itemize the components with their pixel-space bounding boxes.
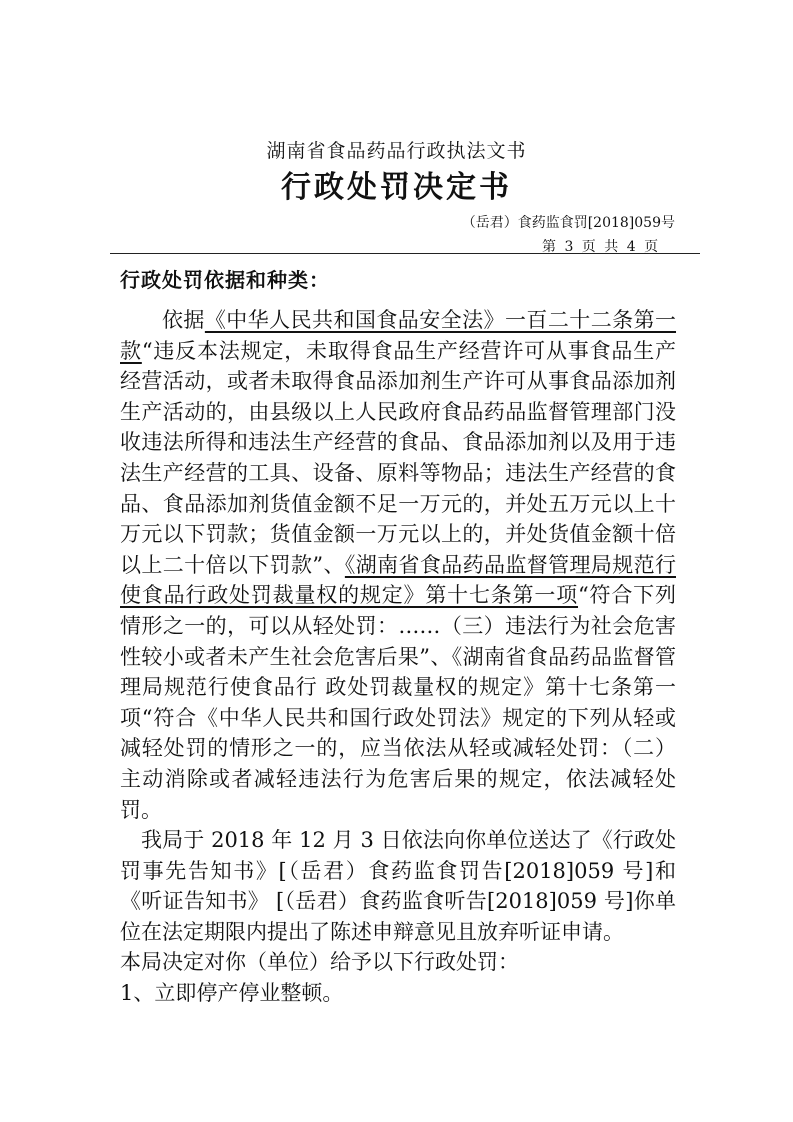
paragraph-decision-intro: 本局决定对你（单位）给予以下行政处罚： [120, 950, 519, 975]
document-number: （岳君）食药监食罚[2018]059号 [461, 215, 675, 231]
document-title: 行政处罚决定书 [281, 170, 512, 205]
law-citation-hunan-rules: 《湖南省食品药品监督管理局规范行使食品行政处罚裁量权的规定》第十七条第一项 [120, 552, 676, 608]
document-body [120, 305, 676, 1009]
law-quote-text: “违反本法规定，未取得食品生产经营许可从事食品生产经营活动，或者未取得食品添加剂生产许可从事食品添加剂生产活动的，由县级以上人民政府食品药品监督管理部门没收违法所得和违法生产经营的食品、食品添加剂以及用于违法生产经营的工具、设备、原料等物品；违法生产经营的食品、食品添加剂货值金额不足一万元的，并处五万元以上十万元以下罚款；货值金额一万元以上的，并处货值金额十倍以上二十倍以下罚款”、 [120, 338, 677, 577]
paragraph-legal-basis [120, 305, 676, 825]
paragraph-notice-delivery: 我局于 2018 年 12 月 3 日依法向你单位送达了《行政处罚事先告知书》[（岳君）食药监食罚告[2018]059 号]和《听证告知书》 [（岳君）食药监食听告[2018]059 号]你单位在法定期限内提出了陈述申辩意见且放弃听证申请。 [120, 828, 676, 944]
page-indicator: 第 3 页 共 4 页 [542, 239, 659, 255]
penalty-item-1: 1、立即停产停业整顿。 [120, 981, 344, 1006]
law-citation-food-safety: 《中华人民共和国食品安全法》一百二十二条第一款 [120, 308, 677, 363]
issuer-title: 湖南省食品药品行政执法文书 [266, 140, 527, 162]
header-divider [110, 253, 700, 254]
lead-text: 依据 [162, 308, 205, 332]
section-heading: 行政处罚依据和种类： [120, 268, 330, 292]
rules-quote-text: “符合下列情形之一的，可以从轻处罚：……（三）违法行为社会危害性较小或者未产生社会危害后果”、《湖南省食品药品监督管理局规范行使食品行 政处罚裁量权的规定》第十七条第一项“符合《中华人民共和国行政处罚法》规定的下列从轻或减轻处罚的情形之一的，应当依法从轻或减轻处罚：（二）主动消除或者减轻违法行为危害后果的规定，依法减轻处罚。 [120, 583, 676, 822]
